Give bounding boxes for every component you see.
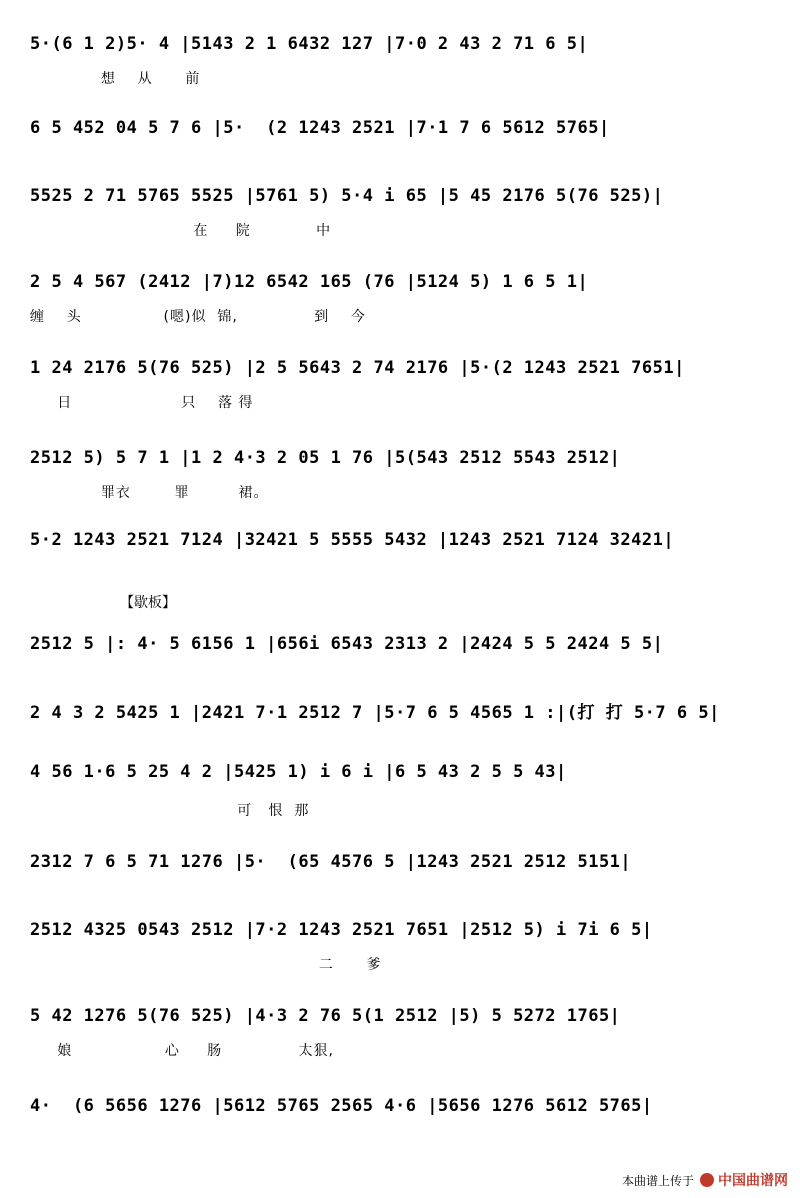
score-system-6	[0, 442, 800, 502]
score-system-14	[0, 1090, 800, 1130]
footer-attribution	[622, 1170, 788, 1190]
score-system-13	[0, 1000, 800, 1060]
score-system-1	[0, 28, 800, 88]
notes-line: 2512 4325 0543 2512 |7·2 1243 2521 7651 |2512 5) i 7i 6 5|	[30, 920, 653, 940]
lyrics-line: 罪衣 罪 裙。	[30, 485, 269, 501]
score-system-5	[0, 352, 800, 412]
notes-line: 5·(6 1 2)5· 4 |5143 2 1 6432 127 |7·0 2 43 2 71 6 5|	[30, 34, 589, 54]
notes-line: 1 24 2176 5(76 525) |2 5 5643 2 74 2176 |5·(2 1243 2521 7651|	[30, 358, 685, 378]
score-system-7	[0, 524, 800, 564]
score-system-2	[0, 112, 800, 152]
notes-line: 2512 5) 5 7 1 |1 2 4·3 2 05 1 76 |5(543 2512 5543 2512|	[30, 448, 621, 468]
score-system-8	[0, 628, 800, 668]
lyrics-line: 日 只 落 得	[30, 395, 254, 411]
score-system-4	[0, 266, 800, 326]
notes-line: 2 5 4 567 (2412 |7)12 6542 165 (76 |5124 5) 1 6 5 1|	[30, 272, 589, 292]
site-logo[interactable]	[700, 1170, 788, 1190]
site-name: 中国曲谱网	[718, 1173, 788, 1189]
score-system-3	[0, 180, 800, 240]
notes-line: 2312 7 6 5 71 1276 |5· (65 4576 5 |1243 2521 2512 5151|	[30, 852, 632, 872]
lyrics-line: 想 从 前	[30, 71, 201, 87]
notes-line: 4· (6 5656 1276 |5612 5765 2565 4·6 |5656 1276 5612 5765|	[30, 1096, 653, 1116]
notes-line: 2 4 3 2 5425 1 |2421 7·1 2512 7 |5·7 6 5 4565 1 :|(打 打 5·7 6 5|	[30, 703, 720, 723]
notes-line: 5 42 1276 5(76 525) |4·3 2 76 5(1 2512 |5) 5 5272 1765|	[30, 1006, 621, 1026]
lyrics-line: 缠 头 (嗯)似 锦, 到 今	[30, 309, 366, 325]
notes-line: 6 5 452 04 5 7 6 |5· (2 1243 2521 |7·1 7 6 5612 5765|	[30, 118, 610, 138]
footer-text: 本曲谱上传于	[621, 1173, 694, 1188]
score-system-9	[0, 692, 800, 732]
section-marker: 【歇板】	[120, 595, 176, 611]
logo-icon	[700, 1173, 714, 1187]
lyrics-line: 在 院 中	[30, 223, 332, 239]
lyrics-line: 娘 心 肠 太狠,	[30, 1043, 334, 1059]
lyrics-line: 可 恨 那	[30, 803, 310, 819]
score-system-12	[0, 914, 800, 974]
lyrics-line: 二 爹	[30, 957, 382, 973]
notes-line: 4 56 1·6 5 25 4 2 |5425 1) i 6 i |6 5 43 2 5 5 43|	[30, 762, 567, 782]
score-system-11	[0, 846, 800, 886]
score-system-10	[0, 756, 800, 826]
notes-line: 5525 2 71 5765 5525 |5761 5) 5·4 i 65 |5 45 2176 5(76 525)|	[30, 186, 664, 206]
notes-line: 2512 5 |: 4· 5 6156 1 |656i 6543 2313 2 |2424 5 5 2424 5 5|	[30, 634, 664, 654]
notes-line: 5·2 1243 2521 7124 |32421 5 5555 5432 |1243 2521 7124 32421|	[30, 530, 675, 550]
